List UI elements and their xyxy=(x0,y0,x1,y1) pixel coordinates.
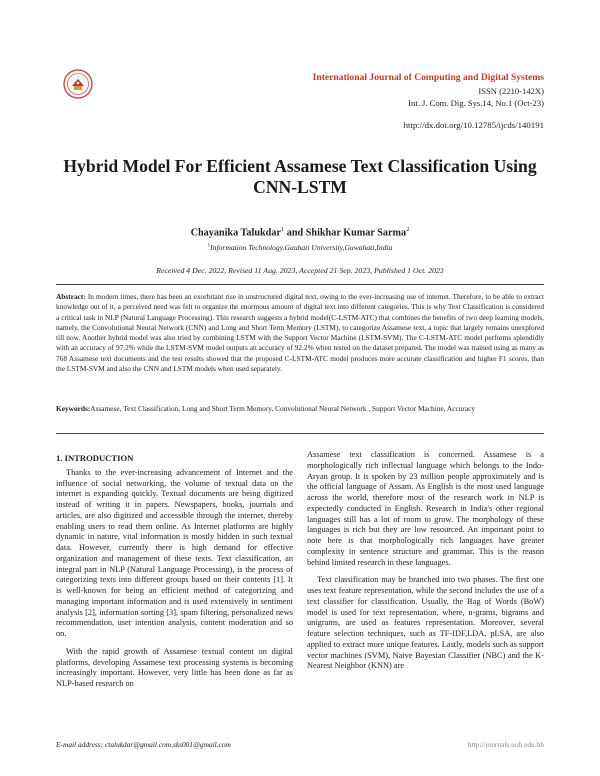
author-1: Chayanika Talukdar xyxy=(190,227,281,239)
doi-link[interactable]: http://dx.doi.org/10.12785/ijcds/140191 xyxy=(403,120,544,130)
paragraph: Text classification may be branched into two phases. The first one uses text feature representation, while the second includes the use of a text classifier for classification. Usually, the Bag of Words (BoW) model is used for text representation, where, n-grams, bigrams and unigrams, are used as features representation. Moreover, several feature selection techniques, such as TF-IDF,LDA, pLSA, are also applied to extract more unique features. Lastly, models such as support vector machines (SVM), Naive Bayesian Classifier (NBC) and the K-Nearest Neighbor (KNN) are xyxy=(307,575,544,671)
received-dates: Received 4 Dec. 2022, Revised 11 Aug. 2023, Accepted 21 Sep. 2023, Published 1 Oct. 2023 xyxy=(156,266,444,275)
affiliation-sup: 1 xyxy=(207,243,211,249)
affiliation xyxy=(40,243,560,252)
journal-name: International Journal of Computing and Digital Systems xyxy=(312,72,544,83)
footer-url[interactable]: http://journals.uob.edu.bh xyxy=(467,740,544,749)
left-column xyxy=(56,453,293,697)
section-heading: 1. INTRODUCTION xyxy=(56,453,134,463)
author-2-sup: 2 xyxy=(406,226,410,233)
authors-and: and xyxy=(286,227,304,239)
keywords xyxy=(56,404,544,414)
divider-top xyxy=(56,284,544,285)
university-logo-icon xyxy=(63,69,93,99)
right-column xyxy=(307,450,544,679)
author-1-sup: 1 xyxy=(280,226,285,233)
keywords-text: Assamese, Text Classification, Long and Short Term Memory, Convolutional Neural Network , Support Vector Machine, Accuracy xyxy=(90,404,476,413)
paper-title: Hybrid Model For Efficient Assamese Text Classification Using CNN-LSTM xyxy=(63,156,537,197)
divider-bottom xyxy=(56,433,544,434)
abstract xyxy=(56,292,544,374)
paragraph: With the rapid growth of Assamese textual content on digital platforms, developing Assamese text processing systems is becoming increasingly important. However, very little has been done as far as NLP-based research on xyxy=(56,646,293,688)
abstract-label: Abstract: xyxy=(56,292,86,301)
paragraph: Assamese text classification is concerned. Assamese is a morphologically rich inflectual language which belongs to the Indo-Aryan group. It is spoken by 23 million people approximately and is the official language of Assam. As English is the most used language across the world, therefore most of the research work in NLP is expectedly conducted in English. Research in India's other regional languages still has a lot of room to grow. The morphology of these languages is rich but they are low resourced. An important point to note here is that morphologically rich languages have greater complexity in sentence structure and grammar. This is the reason behind limited research in these languages. xyxy=(307,450,544,567)
keywords-label: Keywords: xyxy=(56,404,91,413)
affiliation-text: Information Technology,Gauhati University,Guwahati,India xyxy=(210,243,393,252)
journal-header xyxy=(313,72,544,110)
abstract-text: In modern times, there has been an exorbitant rise in unstructured digital text, owing to the ever-increasing use of internet. Therefore, to be able to extract knowledge out of it, a perceived need was felt to organize the enormous amount of digital text into different categories. This is why Text Classification is considered a critical task in NLP (Natural Language Processing). This research suggests a hybrid model(C-LSTM-ATC) that combines the benefits of two deep learning models, namely, the Convolutional Neural Network (CNN) and Long and Short Term Memory (LSTM), to categorize Assamese text, a topic that largely remains unexplored till now. Another hybrid model was also tried by combining LSTM with the Support Vector Machine (LSTM-SVM). The C-LSTM-ATC model performs splendidly with an accuracy of 97.2% while the LSTM-SVM model outputs an accuracy of 92.2% when tested on the dataset prepared. The model was trained using as many as 768 Assamese text documents and the test results showed that the proposed C-LSTM-ATC model produces more accurate classification and higher F1 scores, than the LSTM-SVM and also the CNN and LSTM models when used separately. xyxy=(56,292,544,374)
author-2: Shikhar Kumar Sarma xyxy=(305,227,407,239)
journal-citation: Int. J. Com. Dig. Sys.14, No.1 (Oct-23) xyxy=(408,98,544,108)
paragraph: Thanks to the ever-increasing advancement of Internet and the influence of social networking, the volume of textual data on the internet is expanding quickly. Textual documents are being digitized instead of writing it in papers. Newspapers, books, journals and articles, are also digitized and accessible through the internet, thereby enabling users to read them online. As Internet platforms are highly dynamic in nature, vital information is mostly hidden in such textual data. However, currently there is high demand for effective organization and management of these texts. Text classification, an integral part in NLP (Natural Language Processing), is the process of categorizing texts into different groups based on their contents [1]. It is well-known for being an efficient method of categorizing and managing important information and is used extensively in sentiment analysis [2], information sorting [3], spam filtering, personalized news recommendation, user intention analysis, content moderation and so on. xyxy=(56,467,293,638)
authors-line xyxy=(40,226,560,238)
footer-email: E-mail address: ctalukdar@gmail.com,sks001@gmail.com xyxy=(56,740,231,749)
journal-issn: ISSN (2210-142X) xyxy=(478,85,544,96)
